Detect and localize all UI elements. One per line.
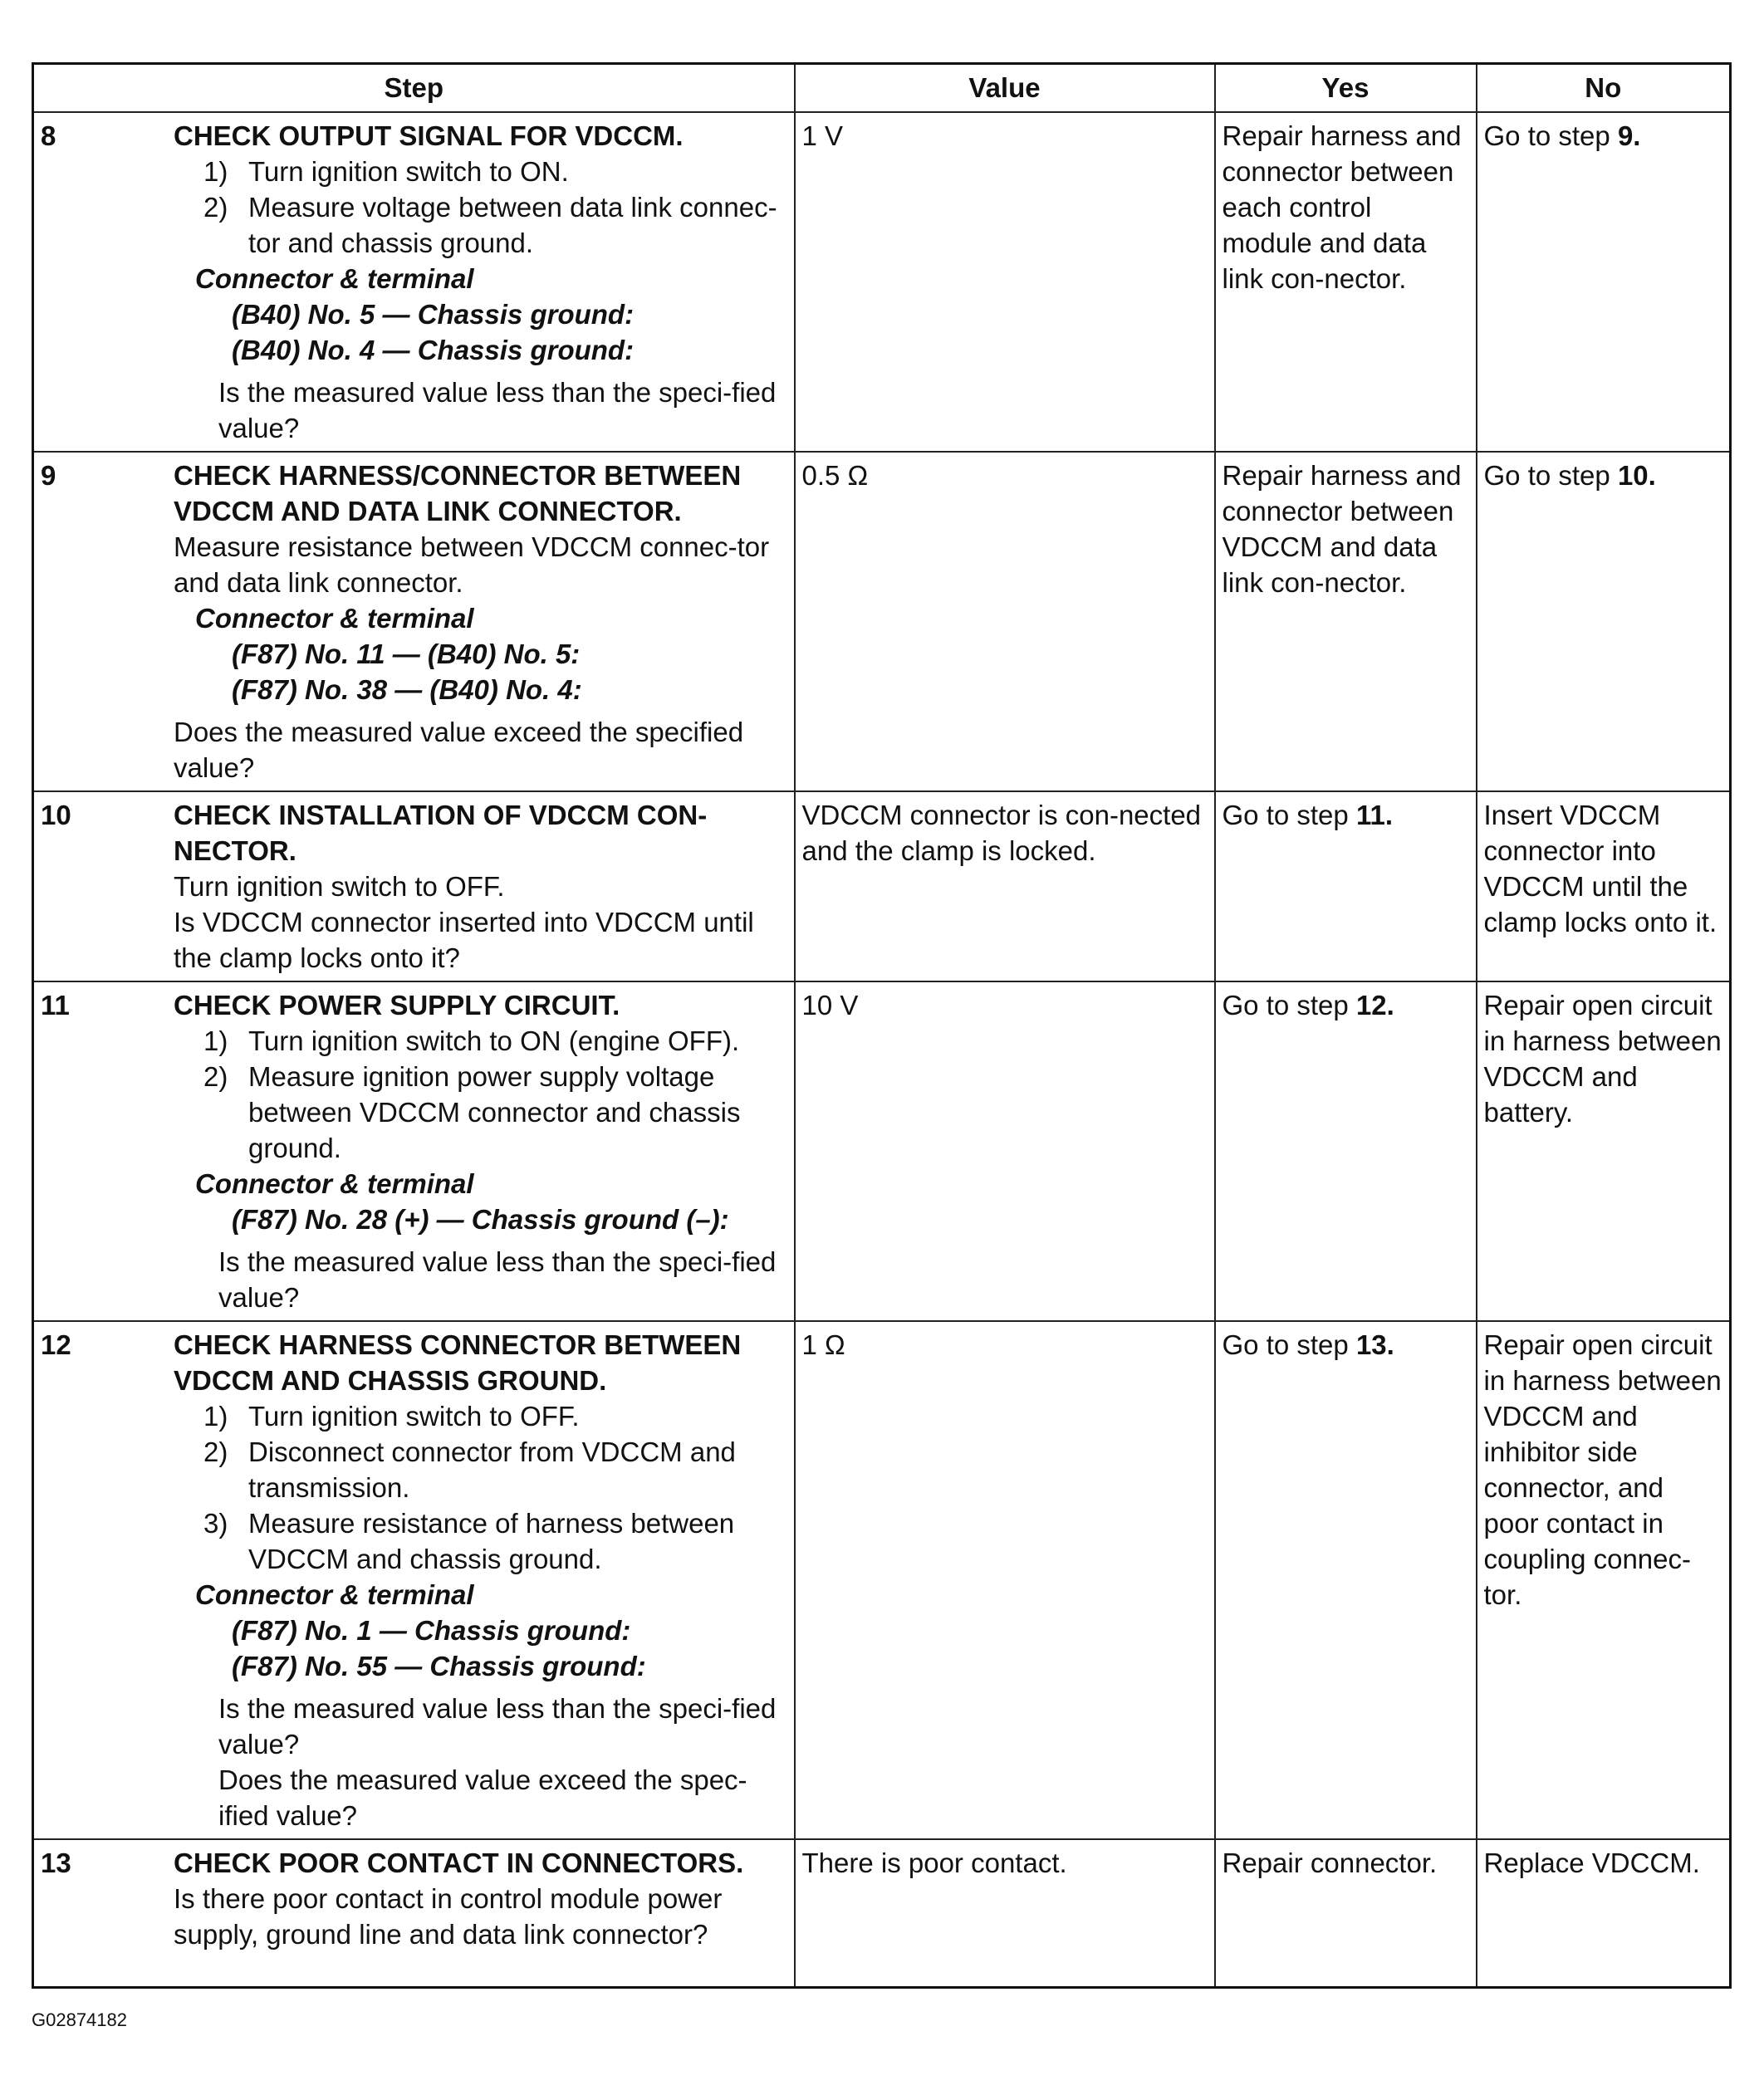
no-step-ref: 10. [1617, 460, 1656, 491]
step-title: CHECK POOR CONTACT IN CONNECTORS. [174, 1848, 744, 1878]
yes-prefix: Go to step [1222, 990, 1356, 1020]
step-question: Is VDCCM connector inserted into VDCCM until the clamp locks onto it? [174, 907, 754, 973]
step-number: 8 [41, 120, 56, 151]
yes-cell: Repair connector. [1215, 1839, 1477, 1987]
yes-cell: Repair harness and connector between each control module and data link con-nector. [1215, 112, 1477, 452]
item-marker: 1) [203, 1025, 228, 1056]
no-prefix: Go to step [1483, 120, 1618, 151]
step-question: Is there poor contact in control module power supply, ground line and data link connector? [174, 1883, 723, 1950]
pin-line: (F87) No. 55 — Chassis ground: [232, 1651, 646, 1681]
connector-terminal-label: Connector & terminal [195, 1579, 474, 1610]
table-row-step-9 [33, 452, 1731, 791]
connector-terminal-label: Connector & terminal [195, 263, 474, 294]
step-question: Is the measured value less than the speci-fied value? [218, 377, 777, 443]
value-cell: 1 Ω [795, 1321, 1215, 1839]
item-text: Turn ignition switch to ON. [248, 156, 569, 187]
step-number: 13 [41, 1848, 71, 1878]
pin-line: (B40) No. 4 — Chassis ground: [232, 335, 635, 365]
yes-prefix: Go to step [1222, 800, 1356, 830]
no-step-ref: 9. [1617, 120, 1641, 151]
value-cell: 0.5 Ω [795, 452, 1215, 791]
no-cell [1477, 112, 1731, 452]
step-text: Measure resistance between VDCCM connec-tor and data link connector. [174, 531, 770, 598]
yes-cell [1215, 1321, 1477, 1839]
no-cell [1477, 452, 1731, 791]
step-number: 12 [41, 1329, 71, 1360]
step-cell [33, 1321, 795, 1839]
value-cell: 1 V [795, 112, 1215, 452]
yes-cell [1215, 791, 1477, 981]
no-cell: Repair open circuit in harness between VDCCM and inhibitor side connector, and poor contact in coupling connec-tor. [1477, 1321, 1731, 1839]
connector-terminal-label: Connector & terminal [195, 1168, 474, 1199]
pin-line: (B40) No. 5 — Chassis ground: [232, 299, 635, 330]
yes-prefix: Go to step [1222, 1329, 1356, 1360]
diagnostic-table [32, 62, 1732, 1989]
step-title: CHECK HARNESS/CONNECTOR BETWEEN VDCCM AND DATA LINK CONNECTOR. [174, 460, 742, 526]
connector-terminal-label: Connector & terminal [195, 603, 474, 634]
item-marker: 3) [203, 1508, 228, 1539]
table-row-step-13 [33, 1839, 1731, 1987]
yes-cell [1215, 981, 1477, 1321]
table-row-step-8 [33, 112, 1731, 452]
item-marker: 2) [203, 1061, 228, 1092]
step-title: CHECK OUTPUT SIGNAL FOR VDCCM. [174, 120, 684, 151]
item-text: Turn ignition switch to ON (engine OFF). [248, 1025, 740, 1056]
no-cell: Insert VDCCM connector into VDCCM until the clamp locks onto it. [1477, 791, 1731, 981]
step-title: CHECK POWER SUPPLY CIRCUIT. [174, 990, 620, 1020]
step-number: 11 [41, 990, 70, 1020]
no-prefix: Go to step [1483, 460, 1618, 491]
item-text: Measure resistance of harness between VDCCM and chassis ground. [248, 1508, 735, 1574]
table-row-step-12 [33, 1321, 1731, 1839]
step-cell [33, 1839, 795, 1987]
step-title: CHECK HARNESS CONNECTOR BETWEEN VDCCM AND CHASSIS GROUND. [174, 1329, 742, 1396]
step-question: Does the measured value exceed the specified value? [174, 717, 744, 783]
header-yes: Yes [1215, 64, 1477, 113]
figure-id: G02874182 [32, 2009, 127, 2030]
step-question-2: Does the measured value exceed the spec-ified value? [218, 1764, 747, 1831]
value-cell: VDCCM connector is con-nected and the clamp is locked. [795, 791, 1215, 981]
step-title: CHECK INSTALLATION OF VDCCM CON-NECTOR. [174, 800, 708, 866]
value-cell: There is poor contact. [795, 1839, 1215, 1987]
item-marker: 1) [203, 156, 228, 187]
step-number: 9 [41, 460, 56, 491]
header-step: Step [33, 64, 795, 113]
item-text: Turn ignition switch to OFF. [248, 1401, 580, 1432]
step-cell [33, 452, 795, 791]
step-number: 10 [41, 800, 71, 830]
item-text: Measure voltage between data link connec-tor and chassis ground. [248, 192, 777, 258]
step-cell [33, 791, 795, 981]
pin-line: (F87) No. 38 — (B40) No. 4: [232, 674, 582, 705]
no-cell: Repair open circuit in harness between VDCCM and battery. [1477, 981, 1731, 1321]
item-text: Measure ignition power supply voltage between VDCCM connector and chassis ground. [248, 1061, 741, 1163]
step-question: Is the measured value less than the speci-fied value? [218, 1246, 777, 1313]
step-cell [33, 112, 795, 452]
step-text: Turn ignition switch to OFF. [174, 871, 505, 902]
item-marker: 2) [203, 192, 228, 223]
header-row [33, 64, 1731, 113]
header-no: No [1477, 64, 1731, 113]
yes-cell: Repair harness and connector between VDCCM and data link con-nector. [1215, 452, 1477, 791]
step-question: Is the measured value less than the speci-fied value? [218, 1693, 777, 1760]
yes-step-ref: 11. [1355, 800, 1393, 830]
header-value: Value [795, 64, 1215, 113]
item-marker: 1) [203, 1401, 228, 1432]
step-cell [33, 981, 795, 1321]
yes-step-ref: 12. [1355, 990, 1394, 1020]
pin-line: (F87) No. 28 (+) — Chassis ground (–): [232, 1204, 729, 1235]
value-cell: 10 V [795, 981, 1215, 1321]
item-marker: 2) [203, 1436, 228, 1467]
item-text: Disconnect connector from VDCCM and transmission. [248, 1436, 736, 1503]
pin-line: (F87) No. 11 — (B40) No. 5: [232, 639, 581, 669]
yes-step-ref: 13. [1355, 1329, 1394, 1360]
table-row-step-10 [33, 791, 1731, 981]
pin-line: (F87) No. 1 — Chassis ground: [232, 1615, 631, 1646]
table-row-step-11 [33, 981, 1731, 1321]
no-cell: Replace VDCCM. [1477, 1839, 1731, 1987]
